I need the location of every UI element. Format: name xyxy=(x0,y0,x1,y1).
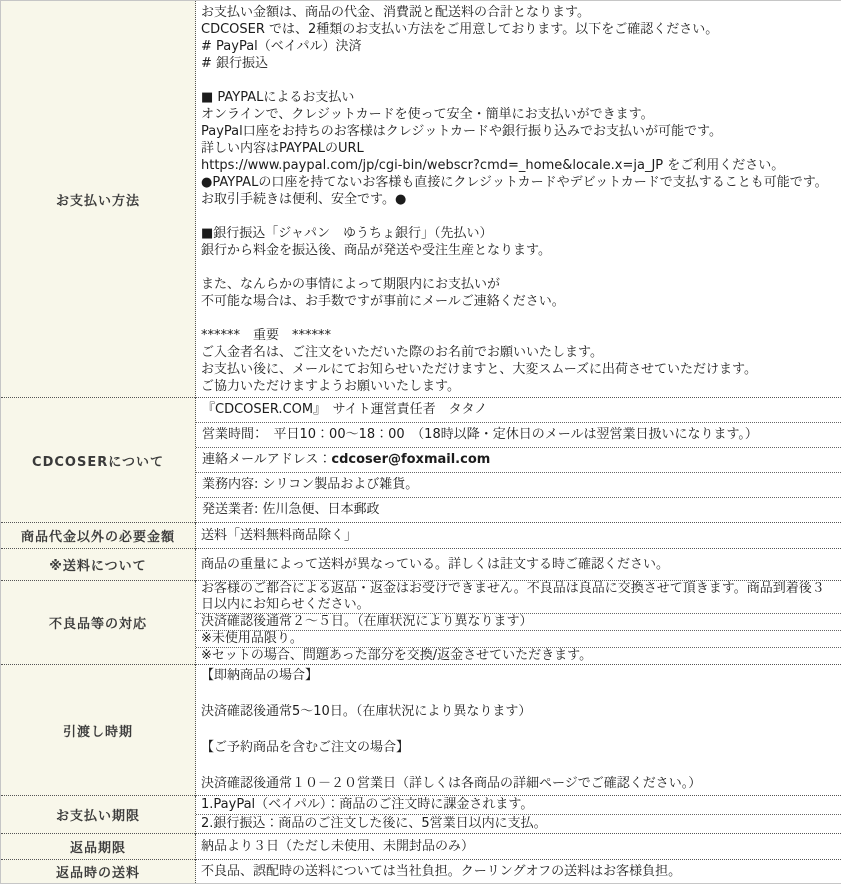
section-label-extra-fees: 商品代金以外の必要金額 xyxy=(1,523,196,549)
text-line: また、なんらかの事情によって期限内にお支払いが xyxy=(201,276,836,293)
section-shipping-fee xyxy=(1,549,841,581)
text-line: ※セットの場合、問題あった部分を交換/返金させていただきます。 xyxy=(201,648,836,664)
blank-line xyxy=(201,757,836,775)
text-line: CDCOSER では、2種類のお支払い方法をご用意しております。以下をご確認ください。 xyxy=(201,21,836,38)
blank-line xyxy=(201,721,836,739)
section-label-delivery-time: 引渡し時期 xyxy=(1,665,196,796)
section-label-return-shipping: 返品時の送料 xyxy=(1,860,196,884)
section-content-extra-fees xyxy=(196,523,841,549)
section-content-shipping-fee xyxy=(196,549,841,581)
section-content-return-deadline xyxy=(196,834,841,860)
section-defect-handling xyxy=(1,581,841,665)
text-line: お取引手続きは便利、安全です。● xyxy=(201,191,836,208)
content-subrow xyxy=(196,398,841,423)
text-line: 送料「送料無料商品除く」 xyxy=(201,527,836,544)
content-subrow xyxy=(196,614,841,631)
section-content-payment-deadline xyxy=(196,796,841,834)
text-line: # PayPal（ベイパル）決済 xyxy=(201,38,836,55)
section-payment-deadline xyxy=(1,796,841,834)
content-subrow xyxy=(196,1,841,397)
content-subrow xyxy=(196,648,841,664)
text-line: # 銀行振込 xyxy=(201,55,836,72)
text-line: 発送業者: 佐川急便、日本郵政 xyxy=(202,502,835,518)
text-line: 1.PayPal（ベイパル）：商品のご注文時に課金されます。 xyxy=(201,797,836,813)
blank-line xyxy=(201,685,836,703)
text-line: 決済確認後通常２～５日。（在庫状況により異なります） xyxy=(201,614,836,630)
text-line: 【ご予約商品を含むご注文の場合】 xyxy=(201,739,836,757)
content-subrow xyxy=(196,581,841,614)
blank-line xyxy=(201,208,836,225)
text-line: ●PAYPALの口座を持てないお客様も直接にクレジットカードやデビットカードで支払することも可能です。 xyxy=(201,174,836,191)
text-line: お支払い金額は、商品の代金、消費説と配送料の合計となります。 xyxy=(201,4,836,21)
text-line: 不可能な場合は、お手数ですが事前にメールご連絡ください。 xyxy=(201,293,836,310)
paypal-url-line xyxy=(201,157,836,174)
text-line: ※未使用品限り。 xyxy=(201,631,836,647)
text-line: 業務内容: シリコン製品および雑貨。 xyxy=(202,477,835,493)
text-line: 不良品、誤配時の送料については当社負担。クーリングオフの送料はお客様負担。 xyxy=(201,863,836,880)
text-line: PayPal口座をお持ちのお客様はクレジットカードや銀行振り込みでお支払いが可能です。 xyxy=(201,123,836,140)
text-line: 2.銀行振込：商品のご注文した後に、5営業日以内に支払。 xyxy=(201,816,836,832)
section-label-return-deadline: 返品期限 xyxy=(1,834,196,860)
text-line: 詳しい内容はPAYPALのURL xyxy=(201,140,836,157)
section-return-shipping xyxy=(1,860,841,884)
text-line: ■銀行振込「ジャパン ゆうちょ銀行」（先払い） xyxy=(201,225,836,242)
content-subrow xyxy=(196,523,841,548)
contact-email: cdcoser@foxmail.com xyxy=(331,452,490,467)
text-line: ****** 重要 ****** xyxy=(201,327,836,344)
text-line: 納品より３日（ただし未使用、未開封品のみ） xyxy=(201,838,836,855)
shop-info-table-body xyxy=(1,1,841,884)
content-subrow xyxy=(196,796,841,815)
section-label-payment-deadline: お支払い期限 xyxy=(1,796,196,834)
section-content-payment-method xyxy=(196,1,841,398)
section-payment-method xyxy=(1,1,841,398)
section-label-about-cdcoser: CDCOSERについて xyxy=(1,398,196,523)
text-line: 決済確認後通常5～10日。（在庫状況により異なります） xyxy=(201,703,836,721)
text-line: ご協力いただけますようお願いいたします。 xyxy=(201,378,836,395)
text-line: ご入金者名は、ご注文をいただいた際のお名前でお願いいたします。 xyxy=(201,344,836,361)
section-label-defect-handling: 不良品等の対応 xyxy=(1,581,196,665)
content-subrow xyxy=(196,815,841,833)
text-line: 銀行から料金を振込後、商品が発送や受注生産となります。 xyxy=(201,242,836,259)
section-about-cdcoser xyxy=(1,398,841,523)
text-segment: 連絡メールアドレス： xyxy=(202,452,331,467)
text-line: 営業時間： 平日10：00～18：00 （18時以降・定休日のメールは翌営業日扱いになります。） xyxy=(202,427,835,443)
section-content-return-shipping xyxy=(196,860,841,884)
text-line: 『CDCOSER.COM』 サイト運営責任者 タタノ xyxy=(202,402,835,418)
text-line: お客様のご都合による返品・返金はお受けできません。不良品は良品に交換させて頂きます。商品到着後３日以内にお知らせください。 xyxy=(201,581,836,613)
blank-line xyxy=(201,310,836,327)
content-subrow xyxy=(196,448,841,473)
section-content-about-cdcoser xyxy=(196,398,841,523)
content-subrow xyxy=(196,834,841,859)
section-delivery-time xyxy=(1,665,841,796)
blank-line xyxy=(201,259,836,276)
text-line: 商品の重量によって送料が異なっている。詳しくは註文する時ご確認ください。 xyxy=(201,556,836,573)
text-line: お支払い後に、メールにてお知らせいただけますと、大変スムーズに出荷させていただけます。 xyxy=(201,361,836,378)
section-label-shipping-fee: ※送料について xyxy=(1,549,196,581)
text-line: ■ PAYPALによるお支払い xyxy=(201,89,836,106)
section-content-delivery-time xyxy=(196,665,841,796)
text-line: 決済確認後通常１０－２０営業日（詳しくは各商品の詳細ページでご確認ください。） xyxy=(201,775,836,793)
text-segment: https://www.paypal.com/jp/cgi-bin/webscr?cmd=_home&locale.x=ja_JP をご利用ください。 xyxy=(201,158,784,173)
content-subrow xyxy=(196,423,841,448)
blank-line xyxy=(201,72,836,89)
text-line: オンラインで、クレジットカードを使って安全・簡単にお支払いができます。 xyxy=(201,106,836,123)
section-extra-fees xyxy=(1,523,841,549)
content-subrow xyxy=(196,665,841,795)
text-line: 【即納商品の場合】 xyxy=(201,667,836,685)
content-subrow xyxy=(196,498,841,522)
section-return-deadline xyxy=(1,834,841,860)
content-subrow xyxy=(196,860,841,883)
content-subrow xyxy=(196,473,841,498)
section-content-defect-handling xyxy=(196,581,841,665)
section-label-payment-method: お支払い方法 xyxy=(1,1,196,398)
contact-email-line xyxy=(202,452,835,468)
content-subrow xyxy=(196,549,841,580)
content-subrow xyxy=(196,631,841,648)
